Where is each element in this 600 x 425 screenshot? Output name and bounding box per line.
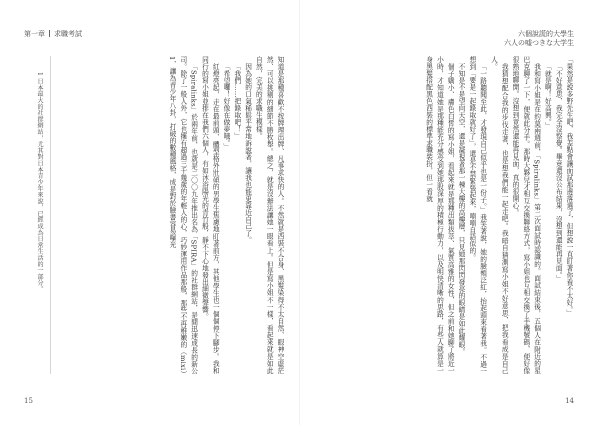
footnote-divider xyxy=(50,56,51,374)
paragraph: 「就是啊！好高興。」 xyxy=(543,62,552,129)
gutter xyxy=(299,0,300,425)
book-subtitle: 六人の嘘つきな大学生 xyxy=(504,39,574,47)
right-page xyxy=(301,0,600,425)
right-body-text xyxy=(316,56,574,374)
paragraph: 我猜想配合我的步伐走著，也是想我們能一起走吧。我暗自猜測寫小姐不好意思，把我看成是自己人。 xyxy=(489,56,509,374)
paragraph: 因為她的口氣稀鬆平常地訴說著，讓我也能更靠近自己了。 xyxy=(243,62,252,244)
paragraph: 我和寫小姐是在約莫兩週前，「Spiralinks」第二次面試時認識的。面試結束後，五個人在附近的星巴克聊了一下，便就此分手。那時大夥兒才相互交換聯絡方式，寫小姐也互相交換了手機號碼，便好像很熟地聊開。沒想到竟然還能再見面，真的很開心。 xyxy=(511,56,541,374)
paragraph: 「Spiralinks」於兩年前，也就是二〇〇九年推出名為「SPIRA」的社群網站，是間迅速成長的新公司。除了一般人外，它也擁有超過三千幾歲的年輕人的心，巧妙運用作品那般，那些不再稚嫩的（mixi）1，讓為青少年八卦，打破的數種風格，成是對於臉書容易曝光 xyxy=(168,56,198,374)
page-number-left: 15 xyxy=(24,397,33,405)
paragraph: 「希望囉！好像在做夢哦。」 xyxy=(222,62,231,150)
paragraph: 紅燈亮起，走在最前頭、體型格外壯碩的男學生焦慮地盯著前方，其他學生也一個個停下腳步。我和同行的寫小姐並排在我們六個人，有如沐浴陽光的青竹般，靜不下心地發出細微聲響。 xyxy=(200,56,220,374)
paragraph: 「果然是說多野先生吧，我差點會讓面試那邊落選了，但想說一直盯著你看不太好。」 xyxy=(565,56,573,317)
paragraph: 「我們……把錄取吧！」 xyxy=(232,62,241,140)
header-divider xyxy=(49,30,50,37)
paragraph: 「一路聽聞至此，才發現自己似乎也是一份子。」我笑著說，她的臉頰泛紅，抬起頭來看著我。不過一想到「要是一起錄取就好了」，還是不禁緊張起來，喃喃自語似的。 xyxy=(467,56,487,374)
right-running-header xyxy=(504,30,574,48)
section-label: 求職考試 xyxy=(54,30,82,38)
book-title: 六個說謊的大學生 xyxy=(518,30,574,38)
left-running-header xyxy=(24,30,82,39)
page-number-right: 14 xyxy=(565,397,574,405)
paragraph: 知道是那種喜歡不按牌理出牌、凡事求快的人。不然就是西裝不合身、黑髮染得不太自然、眼神空虛茫然、可以挑剔的細節不勝枚舉。總之，就是沒辦法讓她一眼看上。但是寫小姐不一樣，看起來就是如此自然，完美的求職生模樣。 xyxy=(254,56,284,374)
footnote-text: 1 日本最大的社群網站，尤其對日本青少年來說，已經成為日常生活的一部分。 xyxy=(36,72,43,293)
left-page xyxy=(0,0,299,425)
chapter-label: 第一章 xyxy=(24,30,45,38)
paragraph: 「不好意思，我完全沒察覺。畢竟還沒公布結果，沒想到還能再見面。」 xyxy=(554,62,563,282)
left-body-text xyxy=(75,56,285,374)
footnote xyxy=(22,72,44,352)
paragraph: 不知是不是望向天空，還是凝視著那一棟大樓的高樓層，只見她那閃閃發亮的眼睛是如此耀眼。 xyxy=(457,62,466,355)
paragraph: 個子嬌小、膚色白皙的寫小姐，看起來就是那種出類拔萃、氣質高雅的女性，但之前和她聊了將近一小時，才知道她是那種能充分感受到她那股深厚的積極行動力，以及明快清晰的思路，有些人就算是一身黑髮搭配黑色西裝的標準求職裝扮，但一看就 xyxy=(424,56,455,374)
